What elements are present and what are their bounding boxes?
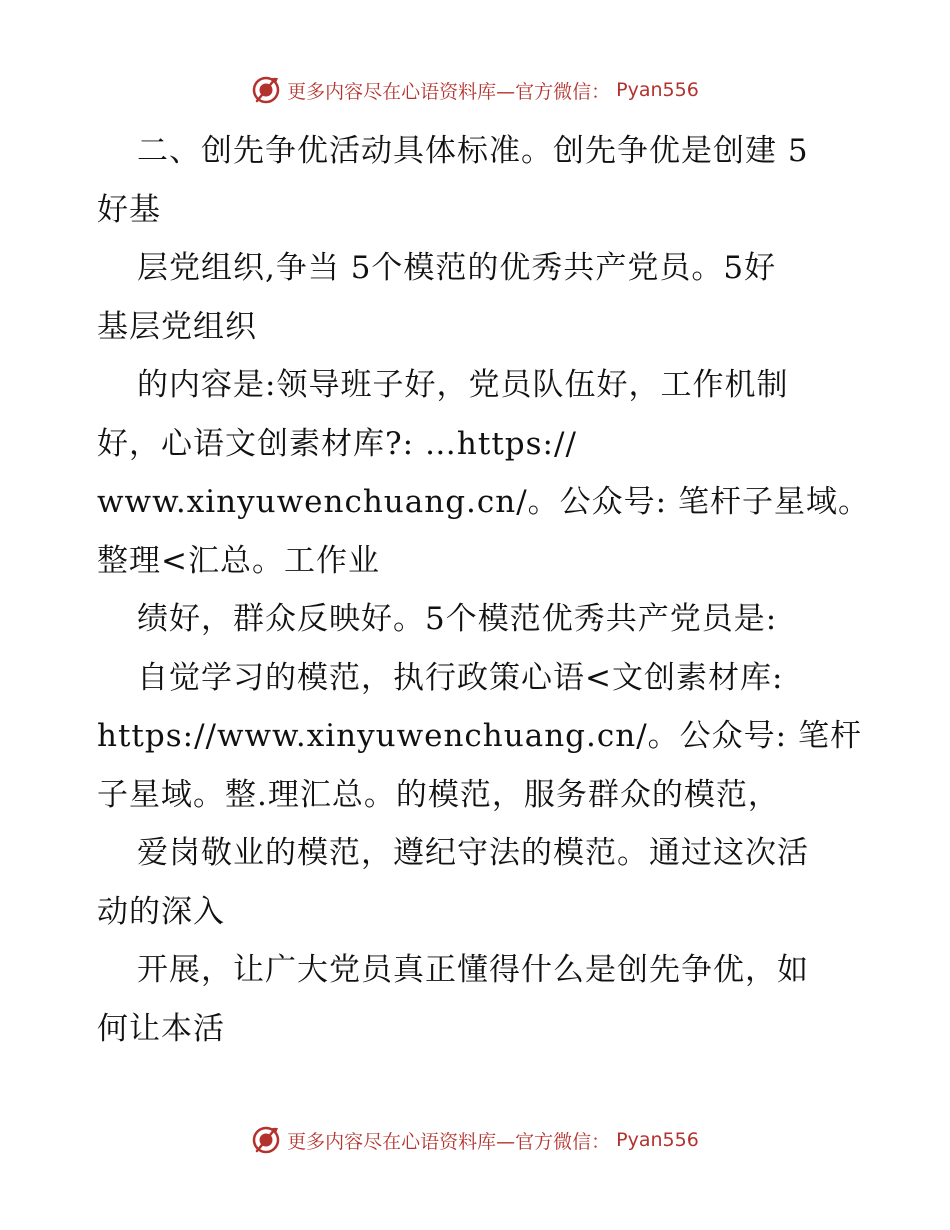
body-line: 开展，让广大党员真正懂得什么是创先争优，如 [137, 952, 809, 988]
body-line: www.xinyuwenchuang.cn/。公众号: 笔杆子星域。 [97, 484, 870, 520]
body-line: 层党组织,争当 5个模范的优秀共产党员。5好 [137, 250, 777, 286]
document-body [97, 122, 870, 1058]
body-line: 好基 [97, 191, 161, 228]
body-line: 何让本活 [97, 1010, 225, 1047]
body-line: 子星域。整.理汇总。的模范，服务群众的模范， [97, 776, 780, 813]
body-line: 二、创先争优活动具体标准。创先争优是创建 5 [137, 133, 809, 169]
header-banner [0, 72, 950, 108]
footer-banner [0, 1122, 950, 1158]
quill-seal-icon [251, 75, 281, 105]
header-wechat-id: Pyan556 [616, 79, 699, 101]
body-line: 整理<汇总。工作业 [97, 542, 380, 579]
body-line: 动的深入 [97, 893, 225, 930]
body-line: https://www.xinyuwenchuang.cn/。公众号: 笔杆 [97, 718, 862, 754]
body-line: 自觉学习的模范，执行政策心语<文创素材库: [137, 659, 784, 696]
body-line: 好，心语文创素材库?: …https:// [97, 425, 577, 462]
quill-seal-icon [251, 1125, 281, 1155]
body-line: 基层党组织 [97, 308, 257, 345]
footer-wechat-id: Pyan556 [616, 1129, 699, 1151]
header-banner-text: 更多内容尽在心语资料库—官方微信： [287, 80, 611, 103]
body-line: 爱岗敬业的模范，遵纪守法的模范。通过这次活 [137, 835, 809, 871]
footer-banner-text: 更多内容尽在心语资料库—官方微信： [287, 1130, 611, 1153]
body-line: 绩好，群众反映好。5个模范优秀共产党员是: [137, 601, 778, 637]
body-line: 的内容是:领导班子好，党员队伍好，工作机制 [137, 367, 789, 403]
